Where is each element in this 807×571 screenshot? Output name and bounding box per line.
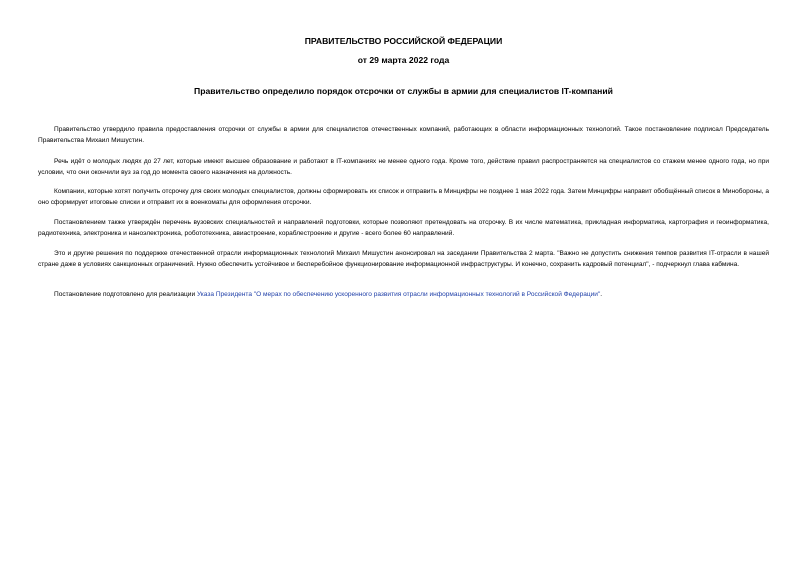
paragraph-support: Это и другие решения по поддержке отечественной отрасли информационных технологий Михаил Мишустин анонсировал на заседании Правительства 2 марта. "Важно не допустить снижения темпов развития IT-отрасли в нашей стране даже в условиях санкционных ограничений. Нужно обеспечить устойчивое и бесперебойное функционирование информационной инфраструктуры. И конечно, сохранить кадровый потенциал", - подчеркнул глава кабмина.: [38, 250, 769, 268]
paragraph-eligibility: Речь идёт о молодых людях до 27 лет, которые имеют высшее образование и работают в IT-компаниях не менее одного года. Кроме того, действие правил распространяется на специалистов со стажем менее одного года, но при условии, что они окончили вуз за год до момента своего назначения на должность.: [38, 158, 769, 176]
decree-prefix-text: Постановление подготовлено для реализации: [54, 291, 197, 298]
paragraph-decree-reference: [38, 290, 769, 301]
issuing-organization: ПРАВИТЕЛЬСТВО РОССИЙСКОЙ ФЕДЕРАЦИИ: [304, 36, 503, 46]
document-date: от 29 марта 2022 года: [357, 55, 450, 65]
paragraph-approval: Правительство утвердило правила предоставления отсрочки от службы в армии для специалистов отечественных компаний, работающих в области информационных технологий. Такое постановление подписал Председатель Правительства Михаил Мишустин.: [38, 126, 769, 144]
president-decree-link[interactable]: Указа Президента "О мерах по обеспечению ускоренного развития отрасли информационных технологий в Российской Федерации": [196, 291, 601, 298]
paragraph-procedure: Компании, которые хотят получить отсрочку для своих молодых специалистов, должны сформировать их список и отправить в Минцифры не позднее 1 мая 2022 года. Затем Минцифры направит обобщённый список в Минобороны, а оно сформирует итоговые списки и отправит их в военкоматы для оформления отсрочки.: [38, 188, 769, 206]
document-headline: Правительство определило порядок отсрочки от службы в армии для специалистов IT-компаний: [194, 86, 613, 96]
decree-suffix-text: .: [600, 291, 603, 298]
paragraph-specialties: Постановлением также утверждён перечень вузовских специальностей и направлений подготовки, которые позволяют претендовать на отсрочку. В их числе математика, прикладная информатика, картография и геоинформатика, радиотехника, электроника и наноэлектроника, робототехника, авиастроение, кораблестроение и другие - всего более 60 направлений.: [38, 219, 769, 237]
